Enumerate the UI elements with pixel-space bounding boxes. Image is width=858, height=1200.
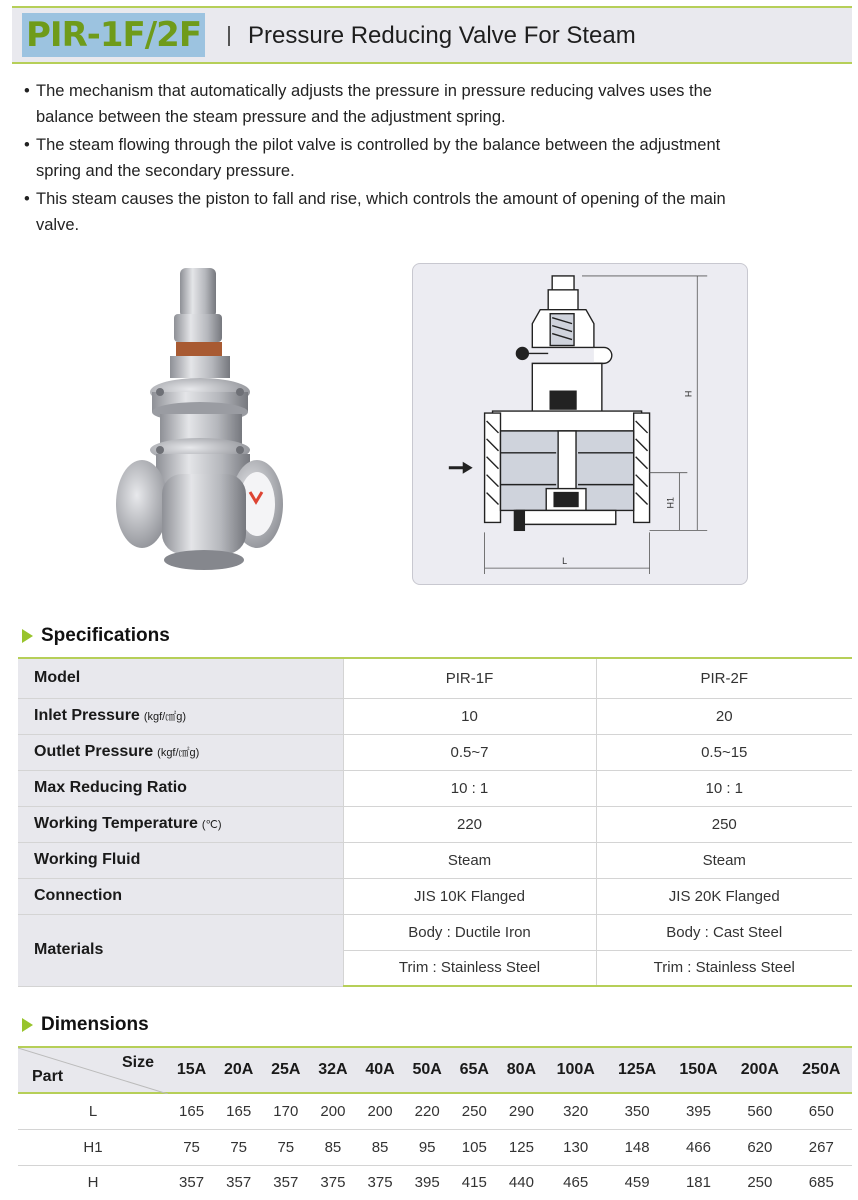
dim-value: 560 — [729, 1093, 790, 1129]
dim-size-header: 125A — [606, 1047, 667, 1093]
spec-unit: (kgf/㎠g) — [157, 747, 200, 759]
spec-value: Body : Cast Steel — [596, 914, 852, 950]
spec-row — [18, 842, 852, 878]
specifications-heading — [22, 625, 170, 647]
spec-header-row — [18, 658, 852, 698]
spec-label: Max Reducing Ratio — [18, 770, 343, 806]
spec-value: 10 : 1 — [343, 770, 596, 806]
dim-size-header: 40A — [357, 1047, 404, 1093]
dim-size-header: 65A — [451, 1047, 498, 1093]
spec-row — [18, 914, 852, 950]
dim-value: 395 — [668, 1093, 729, 1129]
dim-value: 250 — [729, 1165, 790, 1200]
dim-part-label: L — [18, 1093, 168, 1129]
spec-value: 0.5~7 — [343, 734, 596, 770]
dim-value: 267 — [791, 1129, 852, 1165]
dim-value: 650 — [791, 1093, 852, 1129]
intro-item: • The mechanism that automatically adjusts the pressure in pressure reducing valves uses the balance between the steam pressure and the adjustment spring. — [24, 78, 744, 130]
dimensions-table — [18, 1046, 852, 1200]
dim-value: 75 — [168, 1129, 215, 1165]
page-header — [12, 6, 852, 64]
dim-value: 459 — [606, 1165, 667, 1200]
spec-row — [18, 698, 852, 734]
spec-value: JIS 20K Flanged — [596, 878, 852, 914]
specifications-title: Specifications — [41, 625, 170, 646]
intro-item: • The steam flowing through the pilot valve is controlled by the balance between the adjustment spring and the secondary pressure. — [24, 132, 744, 184]
spec-unit: (℃) — [201, 819, 222, 831]
dim-value: 130 — [545, 1129, 606, 1165]
spec-row — [18, 878, 852, 914]
spec-col-header: PIR-2F — [596, 658, 852, 698]
dim-part-label: H — [18, 1165, 168, 1200]
spec-value: Steam — [343, 842, 596, 878]
dim-value: 440 — [498, 1165, 545, 1200]
dim-value: 250 — [451, 1093, 498, 1129]
section-diagram — [412, 263, 748, 585]
spec-label: Connection — [18, 878, 343, 914]
dim-size-header: 15A — [168, 1047, 215, 1093]
dim-row — [18, 1093, 852, 1129]
dim-row — [18, 1129, 852, 1165]
spec-value: 20 — [596, 698, 852, 734]
dim-value: 181 — [668, 1165, 729, 1200]
dim-value: 170 — [262, 1093, 309, 1129]
dim-size-header: 32A — [309, 1047, 356, 1093]
spec-label: Inlet Pressure — [34, 707, 140, 724]
dim-size-header: 50A — [404, 1047, 451, 1093]
part-label: Part — [32, 1068, 64, 1085]
spec-value: Trim : Stainless Steel — [596, 950, 852, 986]
dim-corner-cell — [18, 1047, 168, 1093]
spec-value: Body : Ductile Iron — [343, 914, 596, 950]
dim-value: 357 — [168, 1165, 215, 1200]
spec-value: 10 : 1 — [596, 770, 852, 806]
valve-photo — [112, 264, 297, 584]
dim-value: 415 — [451, 1165, 498, 1200]
dim-label-l: L — [562, 556, 568, 567]
dim-size-header: 200A — [729, 1047, 790, 1093]
dim-size-header: 150A — [668, 1047, 729, 1093]
dim-value: 357 — [262, 1165, 309, 1200]
dim-label-h: H — [683, 390, 694, 398]
dim-label-h1: H1 — [665, 497, 676, 509]
spec-value: Steam — [596, 842, 852, 878]
dim-value: 105 — [451, 1129, 498, 1165]
dim-value: 290 — [498, 1093, 545, 1129]
dim-header-row — [18, 1047, 852, 1093]
dim-value: 375 — [309, 1165, 356, 1200]
dim-value: 200 — [309, 1093, 356, 1129]
dim-size-header: 20A — [215, 1047, 262, 1093]
spec-label: Outlet Pressure — [34, 743, 154, 760]
dim-row — [18, 1165, 852, 1200]
spec-row — [18, 770, 852, 806]
model-name: PIR-1F/2F — [26, 15, 202, 55]
dim-value: 95 — [404, 1129, 451, 1165]
dim-size-header: 250A — [791, 1047, 852, 1093]
dim-value: 165 — [168, 1093, 215, 1129]
dim-value: 165 — [215, 1093, 262, 1129]
dimensions-title: Dimensions — [41, 1014, 149, 1035]
spec-row — [18, 734, 852, 770]
spec-col-header: PIR-1F — [343, 658, 596, 698]
dim-value: 85 — [309, 1129, 356, 1165]
dim-value: 200 — [357, 1093, 404, 1129]
model-badge — [22, 13, 205, 57]
intro-item: • This steam causes the piston to fall and rise, which controls the amount of opening of the main valve. — [24, 186, 744, 238]
dim-value: 620 — [729, 1129, 790, 1165]
dim-value: 85 — [357, 1129, 404, 1165]
spec-value: 10 — [343, 698, 596, 734]
dim-size-header: 80A — [498, 1047, 545, 1093]
spec-value: JIS 10K Flanged — [343, 878, 596, 914]
dim-value: 125 — [498, 1129, 545, 1165]
dim-value: 75 — [215, 1129, 262, 1165]
spec-value: 0.5~15 — [596, 734, 852, 770]
page-subtitle: Pressure Reducing Valve For Steam — [248, 22, 636, 49]
intro-list — [24, 78, 744, 240]
dim-value: 357 — [215, 1165, 262, 1200]
dimensions-heading — [22, 1014, 149, 1036]
spec-label: Materials — [18, 914, 343, 986]
dim-value: 685 — [791, 1165, 852, 1200]
dim-value: 220 — [404, 1093, 451, 1129]
spec-value: Trim : Stainless Steel — [343, 950, 596, 986]
size-label: Size — [121, 1054, 154, 1071]
dim-value: 465 — [545, 1165, 606, 1200]
dim-part-label: H1 — [18, 1129, 168, 1165]
dim-size-header: 100A — [545, 1047, 606, 1093]
dim-value: 375 — [357, 1165, 404, 1200]
header-separator — [228, 26, 230, 46]
dim-size-header: 25A — [262, 1047, 309, 1093]
dim-value: 466 — [668, 1129, 729, 1165]
dim-value: 395 — [404, 1165, 451, 1200]
dim-value: 75 — [262, 1129, 309, 1165]
spec-value: 250 — [596, 806, 852, 842]
spec-unit: (kgf/㎠g) — [143, 711, 187, 723]
spec-row — [18, 806, 852, 842]
section-arrow-icon — [22, 629, 33, 643]
spec-value: 220 — [343, 806, 596, 842]
specifications-table — [18, 657, 852, 987]
spec-label: Working Fluid — [18, 842, 343, 878]
dim-value: 148 — [606, 1129, 667, 1165]
dim-value: 350 — [606, 1093, 667, 1129]
dim-value: 320 — [545, 1093, 606, 1129]
spec-label: Working Temperature — [34, 815, 198, 832]
spec-label: Model — [18, 658, 343, 698]
section-arrow-icon — [22, 1018, 33, 1032]
